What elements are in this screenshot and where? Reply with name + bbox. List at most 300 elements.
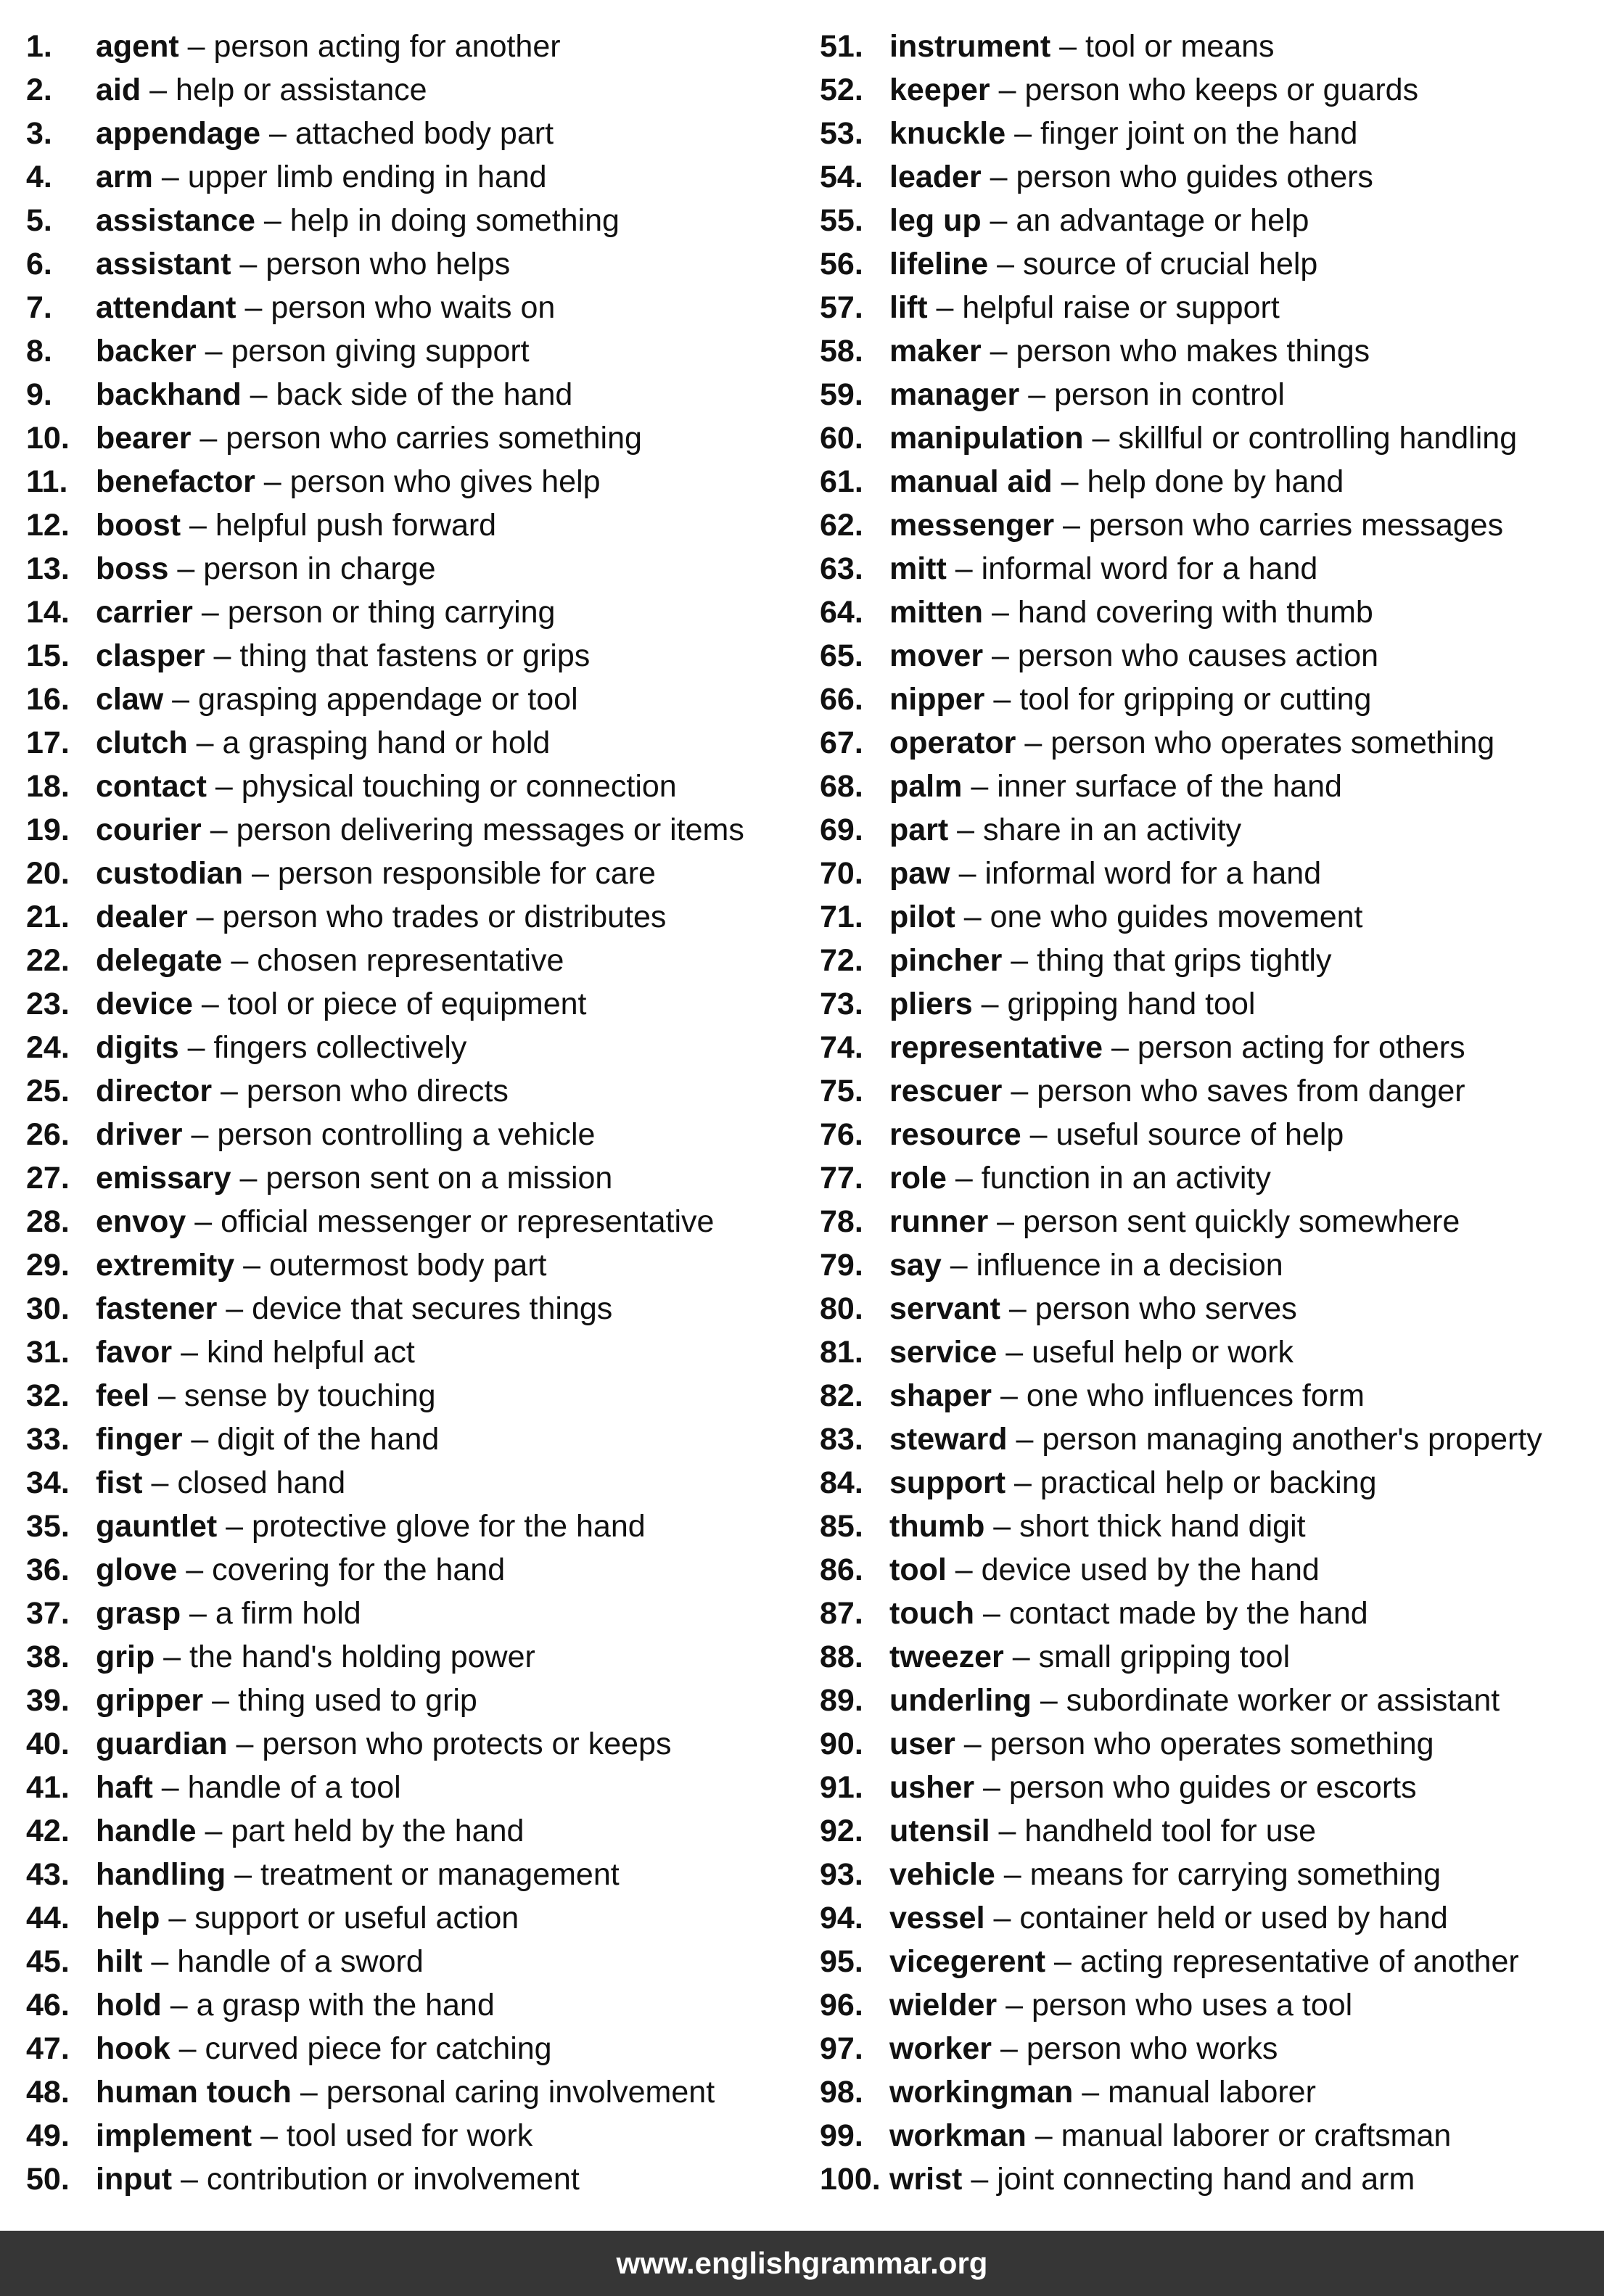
item-definition: gripping hand tool: [1007, 987, 1256, 1021]
item-separator: –: [1045, 1944, 1080, 1979]
item-text: [96, 329, 530, 373]
item-separator: –: [1054, 508, 1089, 543]
list-item: [26, 895, 795, 939]
item-number: 94.: [820, 1901, 863, 1935]
item-number: 11.: [26, 464, 68, 499]
item-text: [889, 2157, 1415, 2201]
item-text: [889, 1113, 1344, 1156]
item-term: handling: [96, 1857, 226, 1892]
list-item: [820, 591, 1589, 634]
item-separator: –: [186, 1204, 221, 1239]
list-item: [26, 199, 795, 242]
item-number: 49.: [26, 2118, 70, 2153]
item-definition: thing that grips tightly: [1037, 943, 1332, 978]
item-separator: –: [1003, 1639, 1039, 1674]
item-separator: –: [187, 725, 223, 760]
item-number: 54.: [820, 160, 863, 194]
item-separator: –: [948, 812, 984, 847]
left-column: [26, 25, 795, 2201]
item-number: 70.: [820, 856, 863, 891]
item-separator: –: [187, 900, 223, 934]
item-definition: short thick hand digit: [1019, 1509, 1306, 1544]
item-separator: –: [161, 1988, 197, 2023]
item-text: [889, 939, 1331, 982]
list-item: [26, 112, 795, 155]
item-term: lift: [889, 290, 928, 325]
item-separator: –: [997, 1335, 1032, 1370]
item-separator: –: [988, 1204, 1023, 1239]
item-number: 79.: [820, 1248, 863, 1283]
item-text: [889, 808, 1241, 852]
list-item: [26, 1679, 795, 1722]
item-text: [889, 1505, 1306, 1548]
item-term: mover: [889, 638, 984, 673]
item-term: workingman: [889, 2075, 1074, 2110]
item-separator: –: [946, 1552, 982, 1587]
item-number: 45.: [26, 1944, 70, 1979]
item-number: 86.: [820, 1552, 863, 1587]
item-text: [889, 1809, 1316, 1853]
item-text: [889, 503, 1503, 547]
item-text: [889, 678, 1371, 721]
item-text: [889, 1461, 1377, 1505]
list-item: [820, 373, 1589, 416]
item-number: 81.: [820, 1335, 863, 1370]
list-item: [26, 721, 795, 765]
item-separator: –: [1031, 1683, 1066, 1718]
item-text: [96, 1417, 439, 1461]
list-item: [26, 1940, 795, 1983]
item-definition: person who causes action: [1017, 638, 1379, 673]
list-item: [820, 1330, 1589, 1374]
item-number: 65.: [820, 638, 863, 673]
item-term: service: [889, 1335, 998, 1370]
item-definition: digit of the hand: [217, 1422, 440, 1457]
item-term: knuckle: [889, 116, 1006, 151]
list-item: [820, 808, 1589, 852]
item-term: messenger: [889, 508, 1055, 543]
list-item: [26, 460, 795, 503]
item-term: extremity: [96, 1248, 235, 1283]
item-text: [96, 460, 601, 503]
item-text: [96, 1548, 505, 1592]
item-term: clasper: [96, 638, 205, 673]
list-item: [820, 1592, 1589, 1635]
item-text: [889, 199, 1309, 242]
item-definition: back side of the hand: [276, 377, 573, 412]
item-separator: –: [955, 900, 990, 934]
item-number: 16.: [26, 682, 70, 717]
item-number: 47.: [26, 2031, 70, 2066]
item-number: 29.: [26, 1248, 70, 1283]
item-separator: –: [981, 334, 1016, 369]
item-definition: hand covering with thumb: [1017, 595, 1373, 630]
item-term: boss: [96, 551, 169, 586]
item-number: 85.: [820, 1509, 863, 1544]
item-term: backhand: [96, 377, 242, 412]
item-separator: –: [962, 2162, 998, 2197]
item-text: [889, 547, 1317, 591]
item-separator: –: [152, 160, 188, 194]
item-separator: –: [1007, 1422, 1042, 1457]
item-term: clutch: [96, 725, 188, 760]
item-definition: person who operates something: [990, 1727, 1434, 1761]
item-number: 43.: [26, 1857, 70, 1892]
item-definition: person sent quickly somewhere: [1023, 1204, 1460, 1239]
item-term: instrument: [889, 29, 1051, 64]
item-number: 99.: [820, 2118, 863, 2153]
item-definition: protective glove for the hand: [252, 1509, 646, 1544]
item-number: 4.: [26, 160, 52, 194]
item-text: [96, 678, 578, 721]
item-text: [96, 1330, 415, 1374]
item-number: 88.: [820, 1639, 863, 1674]
item-separator: –: [227, 1727, 263, 1761]
item-definition: covering for the hand: [212, 1552, 506, 1587]
item-separator: –: [972, 987, 1008, 1021]
item-text: [889, 895, 1362, 939]
item-definition: informal word for a hand: [984, 856, 1322, 891]
item-term: custodian: [96, 856, 244, 891]
item-text: [889, 68, 1418, 112]
item-term: part: [889, 812, 949, 847]
item-separator: –: [946, 1161, 982, 1196]
list-item: [26, 1896, 795, 1940]
item-separator: –: [201, 812, 237, 847]
item-definition: person who operates something: [1050, 725, 1495, 760]
item-text: [889, 460, 1344, 503]
item-number: 60.: [820, 421, 863, 456]
list-item: [26, 634, 795, 678]
item-term: claw: [96, 682, 164, 717]
list-item: [26, 1026, 795, 1069]
list-item: [820, 1505, 1589, 1548]
item-term: shaper: [889, 1378, 992, 1413]
item-definition: useful help or work: [1032, 1335, 1294, 1370]
item-term: pincher: [889, 943, 1003, 978]
item-definition: influence in a decision: [976, 1248, 1283, 1283]
list-item: [820, 939, 1589, 982]
list-item: [820, 155, 1589, 199]
item-definition: thing that fastens or grips: [239, 638, 591, 673]
item-number: 8.: [26, 334, 52, 369]
list-item: [820, 1809, 1589, 1853]
item-definition: person who makes things: [1016, 334, 1370, 369]
item-number: 3.: [26, 116, 52, 151]
item-separator: –: [241, 377, 276, 412]
list-item: [820, 460, 1589, 503]
list-item: [820, 1983, 1589, 2027]
item-text: [889, 1287, 1297, 1330]
item-number: 14.: [26, 595, 70, 630]
item-term: attendant: [96, 290, 237, 325]
item-text: [889, 591, 1373, 634]
item-text: [96, 1940, 424, 1983]
item-definition: one who guides movement: [990, 900, 1363, 934]
item-separator: –: [981, 203, 1016, 238]
list-item: [26, 1766, 795, 1809]
item-definition: one who influences form: [1026, 1378, 1365, 1413]
item-definition: helpful push forward: [215, 508, 497, 543]
item-definition: person who keeps or guards: [1024, 73, 1419, 107]
item-definition: person who saves from danger: [1037, 1074, 1465, 1108]
item-separator: –: [1026, 2118, 1061, 2153]
list-item: [26, 808, 795, 852]
item-number: 39.: [26, 1683, 70, 1718]
item-term: digits: [96, 1030, 179, 1065]
list-item: [820, 2157, 1589, 2201]
item-number: 83.: [820, 1422, 863, 1457]
item-number: 25.: [26, 1074, 70, 1108]
item-term: director: [96, 1074, 213, 1108]
item-term: assistance: [96, 203, 255, 238]
item-text: [96, 721, 550, 765]
item-separator: –: [192, 595, 228, 630]
list-item: [820, 1461, 1589, 1505]
item-number: 98.: [820, 2075, 863, 2110]
item-definition: chosen representative: [257, 943, 564, 978]
item-text: [96, 1113, 595, 1156]
list-item: [820, 1635, 1589, 1679]
item-definition: person who waits on: [271, 290, 556, 325]
item-number: 66.: [820, 682, 863, 717]
item-number: 56.: [820, 247, 863, 281]
item-separator: –: [170, 2031, 205, 2066]
item-definition: person controlling a vehicle: [217, 1117, 596, 1152]
item-term: finger: [96, 1422, 183, 1457]
item-separator: –: [231, 247, 266, 281]
list-item: [820, 1243, 1589, 1287]
item-definition: useful source of help: [1056, 1117, 1344, 1152]
item-text: [889, 1679, 1500, 1722]
list-item: [26, 1592, 795, 1635]
item-text: [96, 416, 642, 460]
item-number: 75.: [820, 1074, 863, 1108]
item-term: delegate: [96, 943, 223, 978]
item-term: driver: [96, 1117, 183, 1152]
item-separator: –: [1050, 29, 1085, 64]
item-text: [889, 1853, 1441, 1896]
item-separator: –: [231, 1161, 266, 1196]
list-item: [820, 1113, 1589, 1156]
item-text: [96, 939, 564, 982]
item-text: [889, 1374, 1365, 1417]
item-definition: manual laborer or craftsman: [1061, 2118, 1452, 2153]
item-separator: –: [212, 1074, 247, 1108]
item-separator: –: [1002, 1074, 1037, 1108]
list-item: [26, 2157, 795, 2201]
item-text: [96, 1635, 535, 1679]
item-number: 64.: [820, 595, 863, 630]
item-separator: –: [149, 1378, 184, 1413]
item-term: gauntlet: [96, 1509, 218, 1544]
item-separator: –: [984, 1509, 1020, 1544]
item-text: [889, 112, 1357, 155]
item-text: [96, 895, 666, 939]
item-separator: –: [172, 1335, 207, 1370]
item-separator: –: [152, 1770, 188, 1805]
item-text: [96, 1200, 714, 1243]
item-text: [96, 547, 436, 591]
item-separator: –: [941, 1248, 976, 1283]
item-separator: –: [1002, 943, 1037, 978]
item-separator: –: [141, 73, 176, 107]
item-definition: tool for gripping or cutting: [1019, 682, 1372, 717]
item-number: 2.: [26, 73, 52, 107]
item-number: 69.: [820, 812, 863, 847]
list-item: [820, 1200, 1589, 1243]
list-item: [820, 2027, 1589, 2070]
list-item: [820, 982, 1589, 1026]
list-item: [26, 2027, 795, 2070]
item-separator: –: [203, 1683, 238, 1718]
item-text: [889, 329, 1370, 373]
item-definition: person who protects or keeps: [262, 1727, 672, 1761]
item-separator: –: [234, 1248, 270, 1283]
item-number: 67.: [820, 725, 863, 760]
list-item: [26, 286, 795, 329]
item-separator: –: [983, 638, 1018, 673]
item-separator: –: [168, 551, 204, 586]
list-item: [820, 1069, 1589, 1113]
item-definition: person who uses a tool: [1031, 1988, 1353, 2023]
item-term: keeper: [889, 73, 990, 107]
item-term: resource: [889, 1117, 1021, 1152]
item-number: 96.: [820, 1988, 863, 2023]
item-definition: person delivering messages or items: [236, 812, 744, 847]
item-definition: grasping appendage or tool: [198, 682, 578, 717]
item-text: [96, 503, 496, 547]
item-definition: acting representative of another: [1079, 1944, 1519, 1979]
item-definition: personal caring involvement: [326, 2075, 715, 2110]
item-text: [889, 634, 1378, 678]
item-separator: –: [196, 334, 231, 369]
item-number: 13.: [26, 551, 70, 586]
item-term: bearer: [96, 421, 192, 456]
item-separator: –: [226, 1857, 260, 1892]
list-item: [26, 155, 795, 199]
item-number: 44.: [26, 1901, 70, 1935]
item-term: input: [96, 2162, 173, 2197]
list-item: [26, 1461, 795, 1505]
right-column: [820, 25, 1589, 2201]
item-number: 77.: [820, 1161, 863, 1196]
item-number: 31.: [26, 1335, 70, 1370]
item-separator: –: [252, 2118, 287, 2153]
item-separator: –: [974, 1596, 1009, 1631]
item-separator: –: [260, 116, 295, 151]
item-number: 71.: [820, 900, 863, 934]
item-term: usher: [889, 1770, 975, 1805]
item-separator: –: [217, 1291, 252, 1326]
item-separator: –: [243, 856, 278, 891]
list-item: [820, 416, 1589, 460]
item-term: vehicle: [889, 1857, 995, 1892]
list-item: [26, 1809, 795, 1853]
item-text: [96, 2114, 532, 2157]
item-definition: person acting for another: [213, 29, 561, 64]
list-item: [26, 1156, 795, 1200]
item-definition: skillful or controlling handling: [1118, 421, 1518, 456]
item-definition: helpful raise or support: [962, 290, 1280, 325]
item-number: 35.: [26, 1509, 70, 1544]
item-text: [96, 1983, 495, 2027]
list-item: [820, 678, 1589, 721]
list-item: [26, 939, 795, 982]
item-number: 33.: [26, 1422, 70, 1457]
item-term: mitten: [889, 595, 983, 630]
item-separator: –: [181, 508, 215, 543]
list-item: [820, 1940, 1589, 1983]
footer-site-url[interactable]: www.englishgrammar.org: [616, 2246, 988, 2280]
item-number: 87.: [820, 1596, 863, 1631]
item-number: 74.: [820, 1030, 863, 1065]
item-text: [889, 2070, 1316, 2114]
item-number: 21.: [26, 900, 70, 934]
item-definition: outermost body part: [269, 1248, 547, 1283]
list-item: [26, 373, 795, 416]
list-item: [820, 1853, 1589, 1896]
list-item: [26, 329, 795, 373]
item-number: 27.: [26, 1161, 70, 1196]
item-separator: –: [1021, 1117, 1056, 1152]
item-text: [96, 1809, 524, 1853]
list-item: [820, 634, 1589, 678]
item-term: grip: [96, 1639, 155, 1674]
item-term: nipper: [889, 682, 985, 717]
item-text: [96, 982, 587, 1026]
item-number: 37.: [26, 1596, 70, 1631]
item-text: [889, 1896, 1448, 1940]
item-text: [889, 1548, 1320, 1592]
item-text: [889, 2027, 1278, 2070]
item-definition: device used by the hand: [981, 1552, 1320, 1587]
item-definition: kind helpful act: [206, 1335, 415, 1370]
item-number: 93.: [820, 1857, 863, 1892]
item-text: [889, 416, 1517, 460]
item-separator: –: [992, 1378, 1027, 1413]
item-term: dealer: [96, 900, 188, 934]
list-item: [26, 1853, 795, 1896]
item-text: [96, 1592, 361, 1635]
item-separator: –: [974, 1770, 1009, 1805]
item-text: [889, 25, 1275, 68]
item-term: pliers: [889, 987, 973, 1021]
item-text: [96, 286, 555, 329]
item-definition: thing used to grip: [237, 1683, 477, 1718]
item-definition: manual laborer: [1108, 2075, 1316, 2110]
item-number: 76.: [820, 1117, 863, 1152]
item-text: [96, 1679, 477, 1722]
item-term: representative: [889, 1030, 1103, 1065]
item-term: favor: [96, 1335, 173, 1370]
list-item: [26, 25, 795, 68]
list-item: [26, 1243, 795, 1287]
item-separator: –: [142, 1944, 178, 1979]
item-text: [96, 1505, 646, 1548]
item-term: appendage: [96, 116, 260, 151]
item-number: 40.: [26, 1727, 70, 1761]
item-number: 59.: [820, 377, 863, 412]
item-definition: person who gives help: [289, 464, 601, 499]
item-definition: source of crucial help: [1023, 247, 1318, 281]
item-definition: person giving support: [231, 334, 530, 369]
item-term: fastener: [96, 1291, 218, 1326]
item-definition: informal word for a hand: [981, 551, 1318, 586]
item-number: 89.: [820, 1683, 863, 1718]
item-separator: –: [177, 1552, 213, 1587]
item-definition: treatment or management: [260, 1857, 620, 1892]
